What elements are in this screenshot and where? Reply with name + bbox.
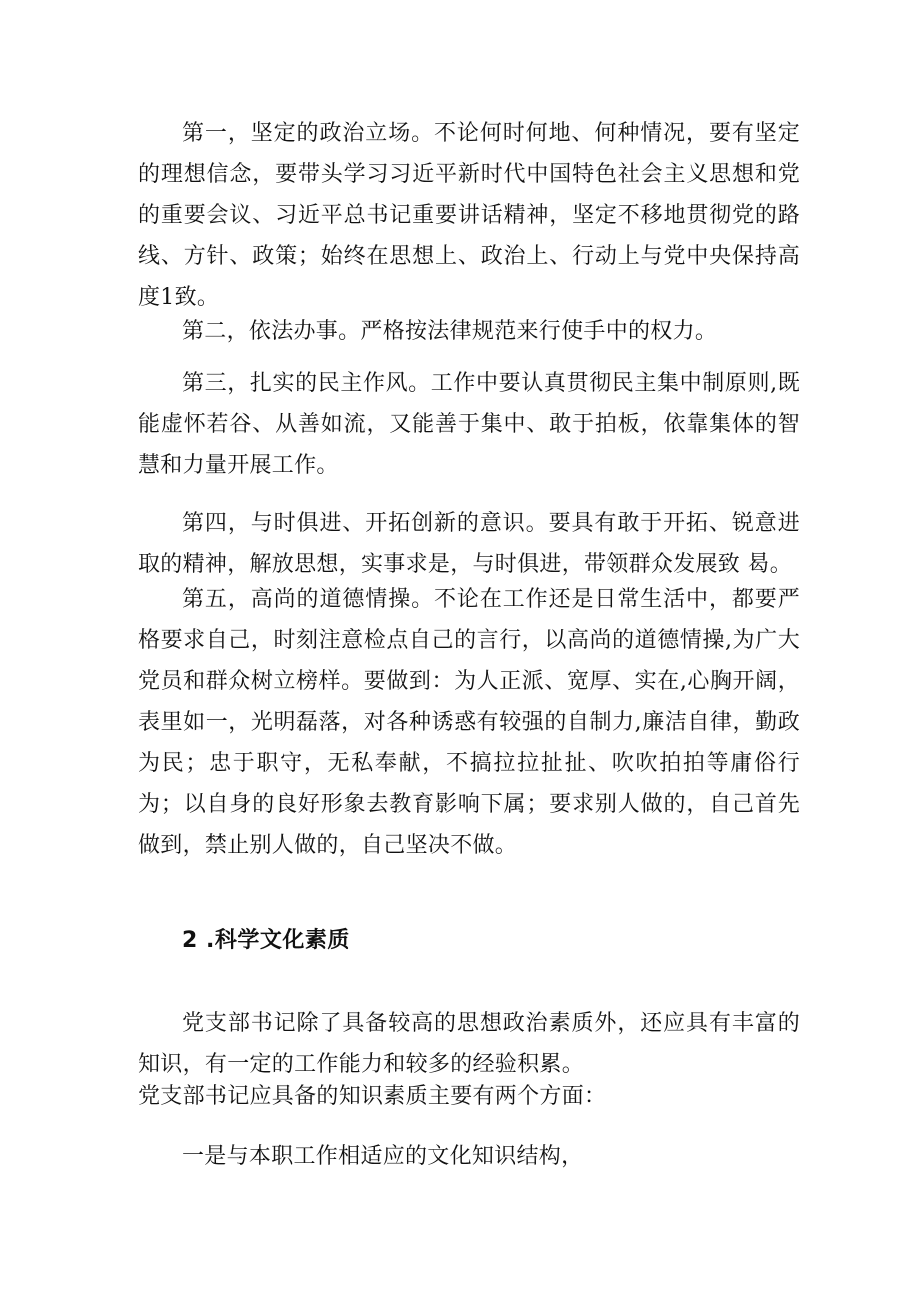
paragraph-innovation: 第四，与时俱进、开拓创新的意识。要具有敢于开拓、锐意进取的精神，解放思想，实事求是，与时俱进，带领群众发展致 曷。 — [138, 511, 800, 577]
section-heading-scientific-culture: 2 .科学文化素质 — [182, 928, 350, 953]
paragraph-political-stance: 第一，坚定的政治立场。不论何时何地、何种情况，要有坚定的理想信念，要带头学习习近平新时代中国特色社会主义思想和党的重要会议、习近平总书记重要讲话精神，坚定不移地贯彻党的路线、方针、政策；始终在思想上、政治上、行动上与党中央保持高度1致。 — [138, 121, 800, 310]
paragraph-knowledge-aspects: 党支部书记应具备的知识素质主要有两个方面： — [138, 1084, 607, 1109]
paragraph-first-aspect: 一是与本职工作相适应的文化知识结构， — [182, 1144, 584, 1169]
paragraph-knowledge-intro: 党支部书记除了具备较高的思想政治素质外，还应具有丰富的知识，有一定的工作能力和较多的经验积累。 — [138, 1011, 800, 1077]
paragraph-moral-character: 第五，高尚的道德情操。不论在工作还是日常生活中，都要严格要求自己，时刻注意检点自己的言行，以高尚的道德情操,为广大党员和群众树立榜样。要做到：为人正派、宽厚、实在,心胸开阔，表里如一，光明磊落，对各种诱惑有较强的自制力,廉洁自律，勤政为民；忠于职守，无私奉献，不搞拉拉扯扯、吹吹拍拍等庸俗行为；以自身的良好形象去教育影响下属；要求别人做的，自己首先做到，禁止别人做的，自己坚决不做。 — [138, 587, 800, 858]
paragraph-lawful-conduct: 第二，依法办事。严格按法律规范来行使手中的权力。 — [182, 319, 718, 344]
paragraph-democratic-style: 第三，扎实的民主作风。工作中要认真贯彻民主集中制原则,既能虚怀若谷、从善如流，又能善于集中、敢于拍板，依靠集体的智慧和力量开展工作。 — [138, 371, 800, 478]
